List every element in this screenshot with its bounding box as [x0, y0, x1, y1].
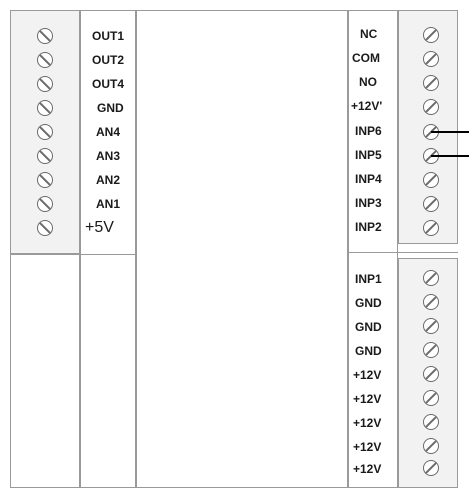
- screw-icon: [423, 390, 439, 406]
- terminal-label-inp1: INP1: [355, 272, 382, 286]
- screw-icon: [37, 220, 53, 236]
- terminal-label-12v-prime: +12V': [351, 99, 383, 113]
- screw-icon: [37, 28, 53, 44]
- screw-icon: [423, 196, 439, 212]
- terminal-label-out4: OUT4: [92, 77, 125, 91]
- screw-icon: [37, 76, 53, 92]
- terminal-label-an2: AN2: [96, 173, 121, 187]
- terminal-label-inp6: INP6: [355, 124, 382, 138]
- terminal-label-nc: NC: [360, 27, 378, 41]
- screw-icon: [37, 172, 53, 188]
- screw-icon: [37, 100, 53, 116]
- terminal-label-an3: AN3: [96, 149, 121, 163]
- screw-icon: [423, 318, 439, 334]
- screw-icon: [37, 52, 53, 68]
- terminal-label-12v: +12V: [353, 462, 382, 476]
- terminal-label-12v: +12V: [353, 392, 382, 406]
- screw-icon: [423, 414, 439, 430]
- screw-icon: [423, 294, 439, 310]
- terminal-label-12v: +12V: [353, 368, 382, 382]
- screw-icon: [37, 196, 53, 212]
- terminal-label-inp3: INP3: [355, 196, 382, 210]
- left-lower-panel: [10, 254, 80, 488]
- terminal-label-5v: +5V: [85, 219, 114, 236]
- terminal-label-inp2: INP2: [355, 220, 382, 234]
- wire-inp6: [431, 131, 469, 133]
- terminal-label-gnd: GND: [355, 296, 382, 310]
- terminal-label-an4: AN4: [96, 125, 121, 139]
- wire-inp5: [431, 155, 469, 157]
- screw-icon: [423, 366, 439, 382]
- screw-icon: [37, 148, 53, 164]
- screw-icon: [37, 124, 53, 140]
- terminal-label-no: NO: [359, 75, 377, 89]
- screw-icon: [423, 220, 439, 236]
- terminal-label-an1: AN1: [96, 197, 121, 211]
- screw-icon: [423, 75, 439, 91]
- screw-icon: [423, 172, 439, 188]
- screw-icon: [423, 438, 439, 454]
- screw-icon: [423, 342, 439, 358]
- screw-icon: [423, 51, 439, 67]
- screw-icon: [423, 99, 439, 115]
- terminal-label-out1: OUT1: [92, 29, 125, 43]
- terminal-label-out2: OUT2: [92, 53, 125, 67]
- terminal-label-gnd: GND: [97, 101, 124, 115]
- terminal-label-inp5: INP5: [355, 148, 382, 162]
- right-divider: [348, 252, 458, 253]
- terminal-label-gnd: GND: [355, 320, 382, 334]
- terminal-label-gnd: GND: [355, 344, 382, 358]
- terminal-label-12v: +12V: [353, 440, 382, 454]
- terminal-label-12v: +12V: [353, 416, 382, 430]
- screw-icon: [423, 460, 439, 476]
- terminal-label-inp4: INP4: [355, 172, 382, 186]
- screw-icon: [423, 270, 439, 286]
- center-area: [136, 10, 348, 488]
- left-divider: [10, 254, 136, 255]
- screw-icon: [423, 27, 439, 43]
- terminal-label-com: COM: [352, 51, 380, 65]
